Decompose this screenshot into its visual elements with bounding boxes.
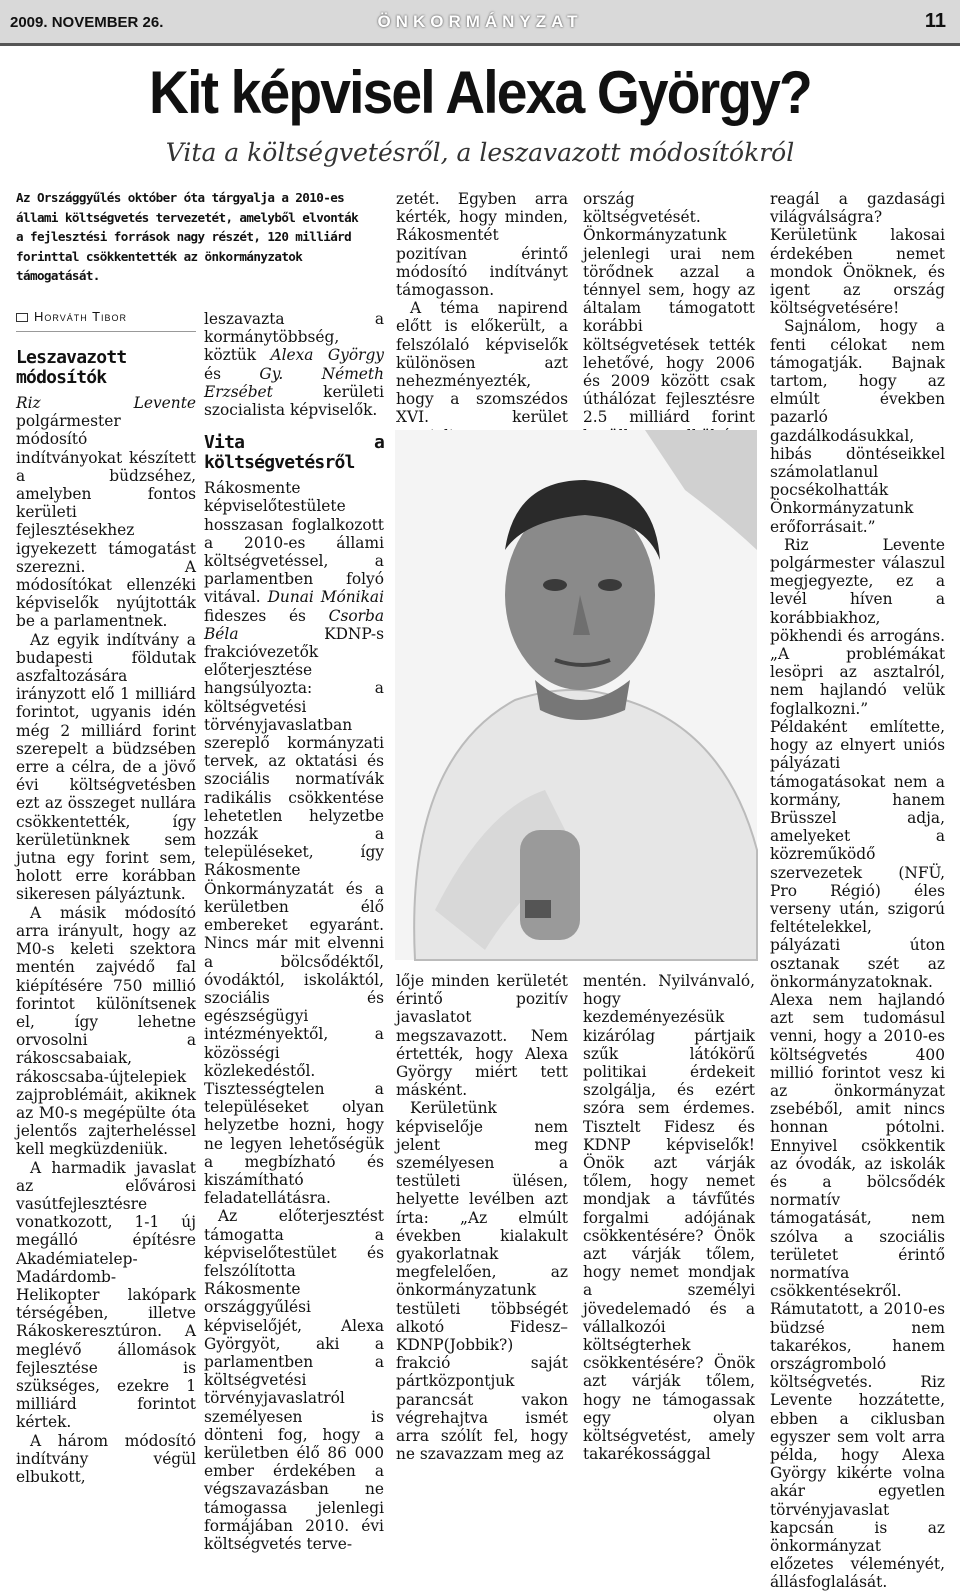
paragraph: A téma napirend előtt is előkerült, a felszólaló képviselők különösen azt nehezményezték, hogy a szomszédos XVI. kerület xyxy=(396,299,568,427)
paragraph: zetét. Egyben arra kérték, hogy minden, Rákosmentét pozitívan érintő módosító indítványt támogasson. xyxy=(396,190,568,300)
byline-divider xyxy=(16,331,196,332)
paragraph: A harmadik javaslat az elővárosi vasútfejlesztésre vonatkozott, 1-1 új megálló építésre Akadémiatelep-Madárdomb-Helikopter lakópark térségében, illetve Rákoskeresztúron. A meglévő állomások fejlesztése is szükséges, ezekre 1 milliárd forintot kértek. xyxy=(16,1158,196,1432)
paragraph: Kerületünk képviselője nem jelent meg személyesen a testületi ülésen, helyette levélben azt írta: „Az elmúlt években kialakult gyakorlatnak megfelelően, az önkormányzatunk testületi többségét alkotó Fidesz–KDNP(Jobbik?) frakció saját pártközpontjuk parancsát vakon végrehajtva ismét arra szólít fel, hogy ne szavazzam meg az xyxy=(396,1099,568,1464)
paragraph: mentén. Nyilvánvaló, hogy kezdeményezésük kizárólag pártjaik szűk látókörű politikai érdekeit szolgálja, és ezért szóra sem érdemes. Tisztelt Fidesz és KDNP képviselők! Önök azt várják tőlem, hogy nemet mondjak a távfűtés forgalmi adójának csökkentésére? Önök azt várják tőlem, hogy nemet mondjak a személyi jövedelemadó és a vállalkozói költségterhek csökkentésére? Önök azt várják tőlem, hogy ne támogassak egy olyan költségvetést, amely takarékossággal xyxy=(583,972,755,1464)
paragraph: lője minden kerületét érintő pozitív javaslatot megszavazott. Nem értették, hogy Alexa György miért tett másként. xyxy=(396,972,568,1100)
paragraph-text: fideszes és xyxy=(204,606,329,625)
person-name: Riz Levente xyxy=(16,394,196,412)
issue-date: 2009. NOVEMBER 26. xyxy=(10,14,164,31)
person-name: Csorba Béla xyxy=(204,606,384,643)
pen-icon xyxy=(16,313,28,322)
page-number: 11 xyxy=(924,10,946,32)
paragraph-text: Rákosmente képviselőtestülete hosszasan foglalkozott a 2010-es állami költségvetéssel, a parlamentben folyó vitával. xyxy=(204,479,384,607)
subheading-leszavazott: Leszavazott módosítók xyxy=(16,347,127,388)
column-1 xyxy=(16,348,196,1486)
paragraph: reagál a gazdasági világválságra? Kerületünk lakosai érdekében nemet mondok Önöknek, és igent az ország költségvetésére! xyxy=(770,190,945,318)
paragraph-text: kerületi szocialista képviselők. xyxy=(204,382,384,420)
paragraph: Riz Levente polgármester válaszul megjegyezte, ez a levél híven a korábbiakhoz, pökhendi és arrogáns. „A problémákat lesöpri az asztalról, nem hajlandó velük foglalkozni.” Példaként említette, hogy az elnyert uniós pályázati támogatásokat nem a kormány, hanem Brüsszel adja, amelyeket a közreműködő szervezetek (NFÜ, Pro Régió) éles verseny után, szigorú feltételekkel, pályázati úton osztanak szét az önkormányzatoknak. Alexa nem hajlandó azt sem tudomásul venni, hogy a 2010-es költségvetés 400 millió forintot vesz ki az önkormányzat zsebéből, amit nincs honnan pótolni. Ennyivel csökkentik az óvodák, az iskolák és a bölcsődék normatív támogatását, nem szólva a szociális területet érintő normatíva csökkentésekről. Rámutatott, a 2010-es büdzsé nem takarékos, hanem országromboló költségvetés. Riz Levente hozzátette, ebben a ciklusban egyszer sem volt arra példa, hogy Alexa György kikérte volna akár egyetlen törvényjavaslat kapcsán is az önkormányzat előzetes véleményét, állásfoglalását. xyxy=(770,535,945,1592)
paragraph-text: KDNP-s frakcióvezetők előterjesztése hangsúlyozta: a költségvetési törvényjavaslatban szereplő kormányzati tervek, az oktatási és szociális normatívák radikális csökkentése lehetetlen helyzetbe hozzák a településeket, így Rákosmente Önkormányzatát és a kerületben élő embereket egyaránt. Nincs már mit elvenni a bölcsődéktől, óvodáktól, iskoláktól, szociális és egészségügyi intézményektől, a közösségi közlekedéstől. Tisztességtelen a településeket olyan helyzetbe hozni, hogy ne legyen lehetőségük a megbízható és kiszámítható feladatellátásra. xyxy=(204,624,384,1208)
paragraph xyxy=(204,310,384,419)
paragraph-text: polgármester módosító indítványokat készített a büdzséhez, amelyben fontos kerületi fejlesztésekhez igyekezett támogatást szerezni. A módosítókat ellenzéki képviselők nyújtották be a parlamentnek. xyxy=(16,412,196,631)
paragraph: Sajnálom, hogy a fenti célokat nem támogatják. Bajnak tartom, hogy az elmúlt években pazarló gazdálkodásukkal, hibás döntéseikkel számolatlanul pocsékolhatták Önkormányzatunk erőforrásait.” xyxy=(770,317,945,536)
paragraph: Az előterjesztést támogatta a képviselőtestület és felszólította Rákosmente országgyűlési képviselőjét, Alexa Györgyöt, aki a parlamentben a költségvetési törvényjavaslatról személyesen is dönteni fog, hogy a kerületben élő 86 000 ember érdekében a végszavazásban ne támogassa jelenlegi formájában 2010. évi költségvetés terve- xyxy=(204,1207,384,1553)
subheading-vita: Vita a költségvetésről xyxy=(204,432,384,474)
column-5 xyxy=(770,190,945,1592)
paragraph: Az egyik indítvány a budapesti földutak aszfaltozására irányzott elő 1 milliárd forintot, ugyanis idén még 2 milliárd forint szerepelt a büdzsében erre a célra, de a jövő évi költségvetésben ezt az összeget nullára csökkentették, így kerületünknek sem jutna egy forint sem, holott erre korábban sikeresen pályáztunk. xyxy=(16,630,196,904)
person-name: Dunai Mónikai xyxy=(267,588,384,607)
column-3-bottom xyxy=(396,972,568,1463)
column-4-bottom xyxy=(583,972,755,1463)
paragraph: A három módosító indítvány végül elbukott, xyxy=(16,1431,196,1486)
article-lead: Az Országgyűlés október óta tárgyalja a 2010-es állami költségvetés tervezetét, amelyből elvonták a fejlesztési források nagy részét, 120 milliárd forinttal csökkentették az önkormányzatok támogatását. xyxy=(16,190,359,283)
paragraph xyxy=(16,394,196,631)
column-2 xyxy=(204,310,384,1553)
person-name: Gy. Németh Erzsébet xyxy=(204,364,385,401)
paragraph-text: és xyxy=(204,364,260,383)
paragraph xyxy=(204,479,384,1207)
column-4-top xyxy=(583,190,755,463)
portrait-photo xyxy=(395,430,757,960)
paragraph: A másik módosító arra irányult, hogy az M0-s keleti szektora mentén zajvédő fal kiépítésére 750 millió forintot különítsenek el, így lehetne orvosolni a rákoscsabaiak, rákoscsaba-újtelepiek zajproblémáit, akiknek az M0-s megépülte óta jelentős zajterheléssel kell megküzdeniük. xyxy=(16,903,196,1159)
portrait-illustration xyxy=(395,430,757,960)
author-byline xyxy=(16,309,196,324)
section-name: ÖNKORMÁNYZAT xyxy=(377,12,583,31)
page-header xyxy=(0,0,960,46)
author-name: Horváth Tibor xyxy=(34,309,128,324)
article-headline: Kit képvisel Alexa György? xyxy=(149,59,811,126)
person-name: Alexa György xyxy=(270,346,384,365)
paragraph-text: leszavazta a kormánytöbbség, köztük xyxy=(204,310,384,365)
paragraph: ország költségvetését. Önkormányzatunk jelenlegi urai nem törődnek azzal a ténnyel sem, hogy az általam támogatott korábbi költségvetések tették lehetővé, hogy 2006 és 2009 között csak úthálózat fejlesztésre 2.5 milliárd forint xyxy=(583,190,755,427)
article-subtitle: Vita a költségvetésről, a leszavazott módosítókról xyxy=(165,138,795,167)
